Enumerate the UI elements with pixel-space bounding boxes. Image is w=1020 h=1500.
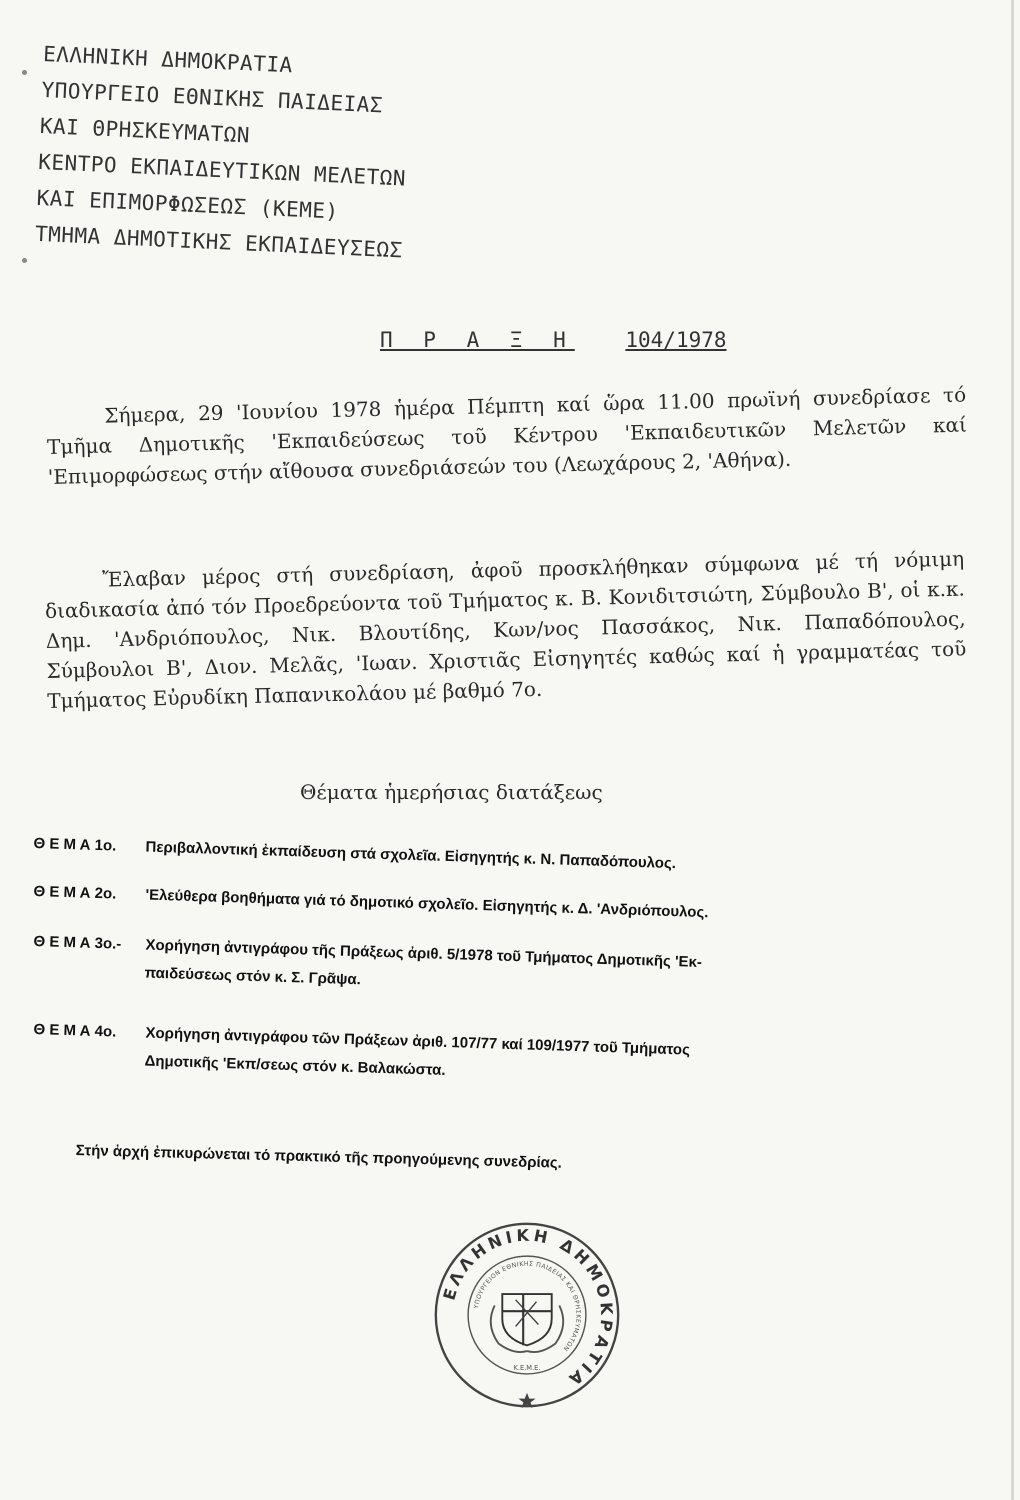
agenda-item-text: Δημοτικῆς 'Εκπ/σεως στόν κ. Βαλακώστα. [144,1052,446,1079]
agenda-item-label: Θ Ε Μ Α 1ο. [33,834,117,855]
official-seal-stamp [432,1220,622,1410]
letterhead-line: ΕΛΛΗΝΙΚΗ ΔΗΜΟΚΡΑΤΙΑ [42,41,294,78]
coat-of-arms-icon [491,1294,564,1352]
letterhead-line: ΚΑΙ ΕΠΙΜΟΡΦΩΣΕΩΣ (ΚΕΜΕ) [36,185,340,224]
letterhead-line: ΚΑΙ ΘΡΗΣΚΕΥΜΑΤΩΝ [39,113,251,148]
letterhead [34,36,411,268]
svg-text:Κ.Ε.Μ.Ε.: Κ.Ε.Μ.Ε. [513,1364,541,1373]
svg-text:ΥΠΟΥΡΓΕΙΟΝ ΕΘΝΙΚΗΣ ΠΑΙΔΕΙΑΣ ΚΑ: ΥΠΟΥΡΓΕΙΟΝ ΕΘΝΙΚΗΣ ΠΑΙΔΕΙΑΣ ΚΑΙ ΘΡΗΣΚΕΥΜΑΤΩΝ [473,1260,582,1353]
letterhead-line: ΤΜΗΜΑ ΔΗΜΟΤΙΚΗΣ ΕΚΠΑΙΔΕΥΣΕΩΣ [34,221,404,263]
agenda-item-text: Χορήγηση ἀντιγράφου τῶν Πράξεων ἀριθ. 107/77 καί 109/1977 τοῦ Τμήματος [145,1024,691,1059]
agenda-item [32,928,702,1005]
agenda-item [33,878,709,927]
agenda-heading: Θέματα ἡμερήσιας διατάξεως [300,780,603,804]
agenda-item-text: Περιβαλλοντική ἐκπαίδευση στά σχολεῖα. Εἰσηγητής κ. Ν. Παπαδόπουλος. [145,838,677,873]
agenda-item-text: 'Ελεύθερα βοηθήματα γιά τό δημοτικό σχολεῖο. Εἰσηγητής κ. Δ. 'Ανδριόπουλος. [145,886,709,922]
agenda-item-text: Χορήγηση ἀντιγράφου τῆς Πράξεως ἀριθ. 5/1978 τοῦ Τμήματος Δημοτικῆς 'Εκ- [145,936,703,971]
act-number: 104/1978 [625,328,727,352]
paragraph-opening: Σήμερα, 29 'Ιουνίου 1978 ἡμέρα Πέμπτη καί ὥρα 11.00 πρωϊνή συνεδρίασε τό Τμῆμα Δημοτικῆς 'Εκπαιδεύσεως τοῦ Κέντρου 'Εκπαιδευτικῶν Μελετῶν καί 'Επιμορφώσεως στήν αἴθουσα συνεδριάσεών του (Λεωχάρους 2, 'Αθήνα). [46,382,968,489]
agenda-item [32,1016,690,1093]
paragraph-attendees: Ἔλαβαν μέρος στή συνεδρίαση, ἀφοῦ προσκλήθηκαν σύμφωνα μέ τή νόμιμη διαδικασία ἀπό τόν Προεδρεύοντα τοῦ Τμήματος κ. Β. Κονιδιτσιώτη, Σύμβουλο Β', οἱ κ.κ. Δημ. 'Ανδριόπουλος, Νικ. Βλουτίδης, Κων/νος Πασσάκος, Νικ. Παπαδόπουλος, Σύμβουλοι Β', Διον. Μελᾶς, 'Ιωαν. Χριστιᾶς Εἰσηγητές καθώς καί ἡ γραμματέας τοῦ Τμήματος Εὐρυδίκη Παπανικολάου μέ βαθμό 7ο. [44,546,967,713]
letterhead-line: ΥΠΟΥΡΓΕΙΟ ΕΘΝΙΚΗΣ ΠΑΙΔΕΙΑΣ [41,77,384,118]
agenda-item [33,830,676,878]
punch-hole-mark [22,258,27,263]
document-title [380,328,727,352]
punch-hole-mark [22,70,27,75]
page-edge [1011,0,1014,1500]
agenda-item-label: Θ Ε Μ Α 4ο. [33,1020,117,1041]
title-label: Π Ρ Α Ξ Η [380,328,575,352]
svg-text:ΕΛΛΗΝΙΚΗ ΔΗΜΟΚΡΑΤΙΑ: ΕΛΛΗΝΙΚΗ ΔΗΜΟΚΡΑΤΙΑ [439,1225,617,1392]
agenda-item-label: Θ Ε Μ Α 3ο.- [33,932,122,953]
letterhead-line: ΚΕΝΤΡΟ ΕΚΠΑΙΔΕΥΤΙΚΩΝ ΜΕΛΕΤΩΝ [37,149,407,191]
closing-statement: Στήν ἀρχή ἐπικυρώνεται τό πρακτικό τῆς προηγούμενης συνεδρίας. [75,1142,563,1172]
agenda-item-label: Θ Ε Μ Α 2ο. [33,882,117,903]
agenda-item-text: παιδεύσεως στόν κ. Σ. Γρᾶψα. [144,964,362,989]
